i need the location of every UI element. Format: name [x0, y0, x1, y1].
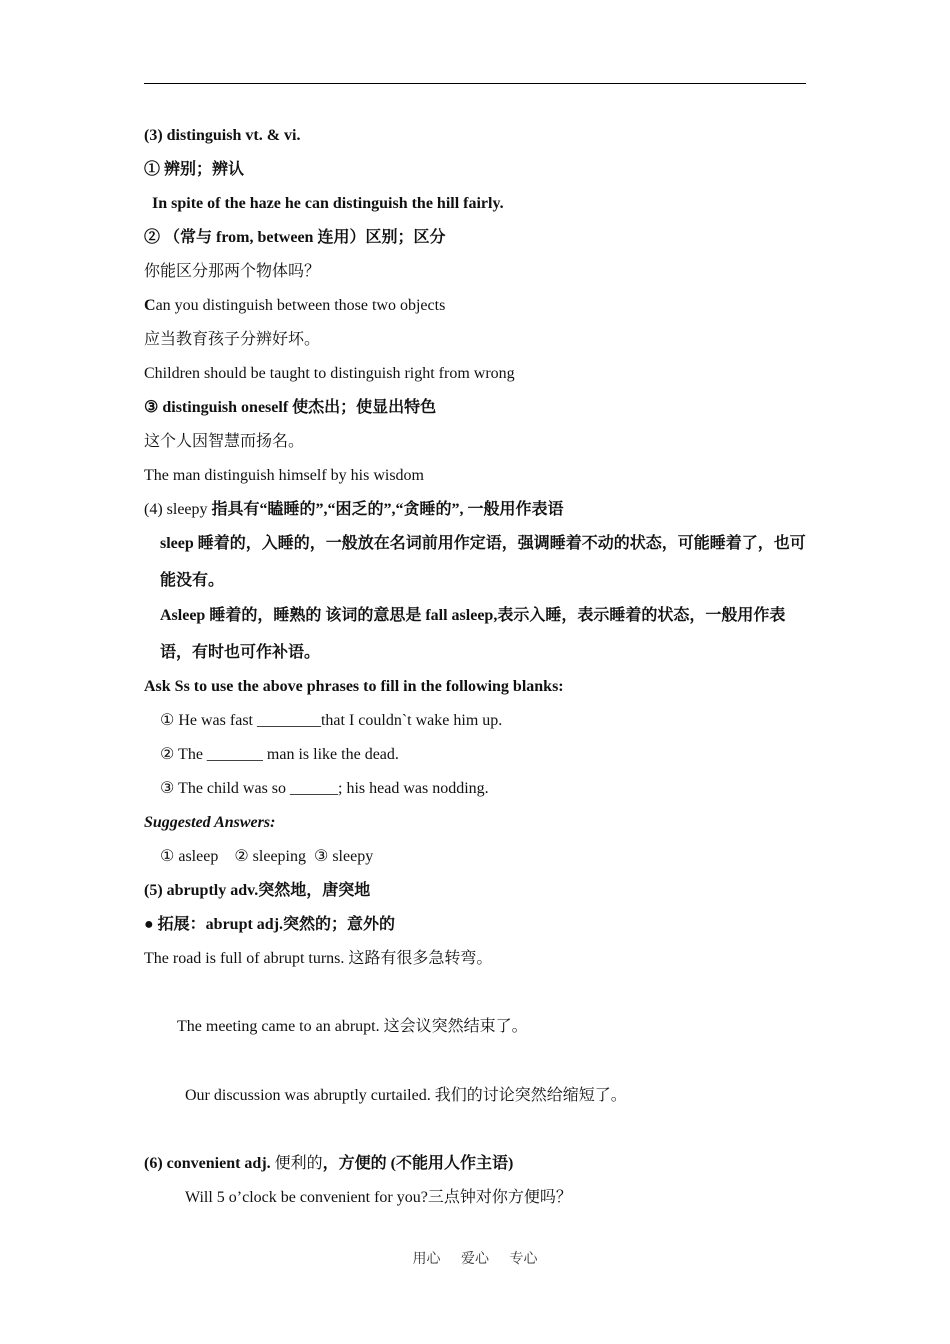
section4-asleep-note: Asleep 睡着的，睡熟的 该词的意思是 fall asleep,表示入睡，表示睡着的状态，一般用作表语，有时也可作补语。: [160, 607, 786, 661]
exercise-q1: ① He was fast ________that I couldn`t wake him up.: [160, 712, 503, 729]
footer-item: 爱心: [461, 1251, 489, 1267]
exercise-q2: ② The _______ man is like the dead.: [160, 746, 399, 763]
section3-sense3: ③ distinguish oneself 使杰出；使显出特色: [144, 399, 437, 416]
footer-item: 专心: [509, 1251, 538, 1267]
answers-list: ① asleep ② sleeping ③ sleepy: [160, 848, 374, 865]
section4-heading-word: (4) sleepy: [144, 501, 212, 518]
section6-heading-plain: 便利的: [274, 1155, 323, 1172]
exercise-prompt: Ask Ss to use the above phrases to fill in the following blanks:: [144, 678, 564, 695]
section6-heading: [144, 1154, 513, 1174]
header-rule: [144, 83, 806, 84]
section3-en2: [144, 296, 445, 316]
exercise-q3: ③ The child was so ______; his head was nodding.: [160, 780, 489, 797]
section6-example: Will 5 o’clock be convenient for you?三点钟对你方便吗？: [185, 1189, 572, 1206]
section3-cn3: 应当教育孩子分辨好坏。: [144, 331, 321, 348]
section3-cn4: 这个人因智慧而扬名。: [144, 433, 305, 450]
section3-en4: The man distinguish himself by his wisdom: [144, 467, 424, 484]
answers-label: Suggested Answers:: [144, 814, 276, 831]
section6-heading-bold1: (6) convenient adj.: [144, 1155, 275, 1172]
section5-example1: The road is full of abrupt turns. 这路有很多急转弯。: [144, 950, 493, 967]
section3-cn2: 你能区分那两个物体吗？: [144, 263, 321, 280]
section3-sense1: ① 辨别；辨认: [144, 161, 245, 178]
section5-heading: (5) abruptly adv.突然地，唐突地: [144, 882, 371, 899]
section5-example3: Our discussion was abruptly curtailed. 我们的讨论突然给缩短了。: [185, 1087, 627, 1104]
section3-example1: In spite of the haze he can distinguish the hill fairly.: [152, 195, 504, 212]
section3-en2-first: C: [144, 297, 156, 314]
page-footer: [0, 1248, 950, 1268]
section3-en3: Children should be taught to distinguish right from wrong: [144, 365, 515, 382]
section5-example2: The meeting came to an abrupt. 这会议突然结束了。: [177, 1018, 528, 1035]
section3-heading: (3) distinguish vt. & vi.: [144, 127, 301, 144]
section6-heading-bold2: ，方便的 (不能用人作主语): [322, 1155, 514, 1172]
section5-extension: ● 拓展：abrupt adj.突然的；意外的: [144, 916, 396, 933]
footer-item: 用心: [412, 1251, 441, 1267]
section4-heading: [144, 500, 564, 520]
section4-heading-text: 指具有“瞌睡的”,“困乏的”,“贪睡的”, 一般用作表语: [211, 501, 564, 518]
section3-en2-rest: an you distinguish between those two objects: [155, 297, 446, 314]
section3-sense2: ② （常与 from, between 连用）区别；区分: [144, 229, 446, 246]
section4-sleep-note: sleep 睡着的，入睡的，一般放在名词前用作定语，强调睡着不动的状态，可能睡着了，也可能没有。: [160, 535, 806, 589]
